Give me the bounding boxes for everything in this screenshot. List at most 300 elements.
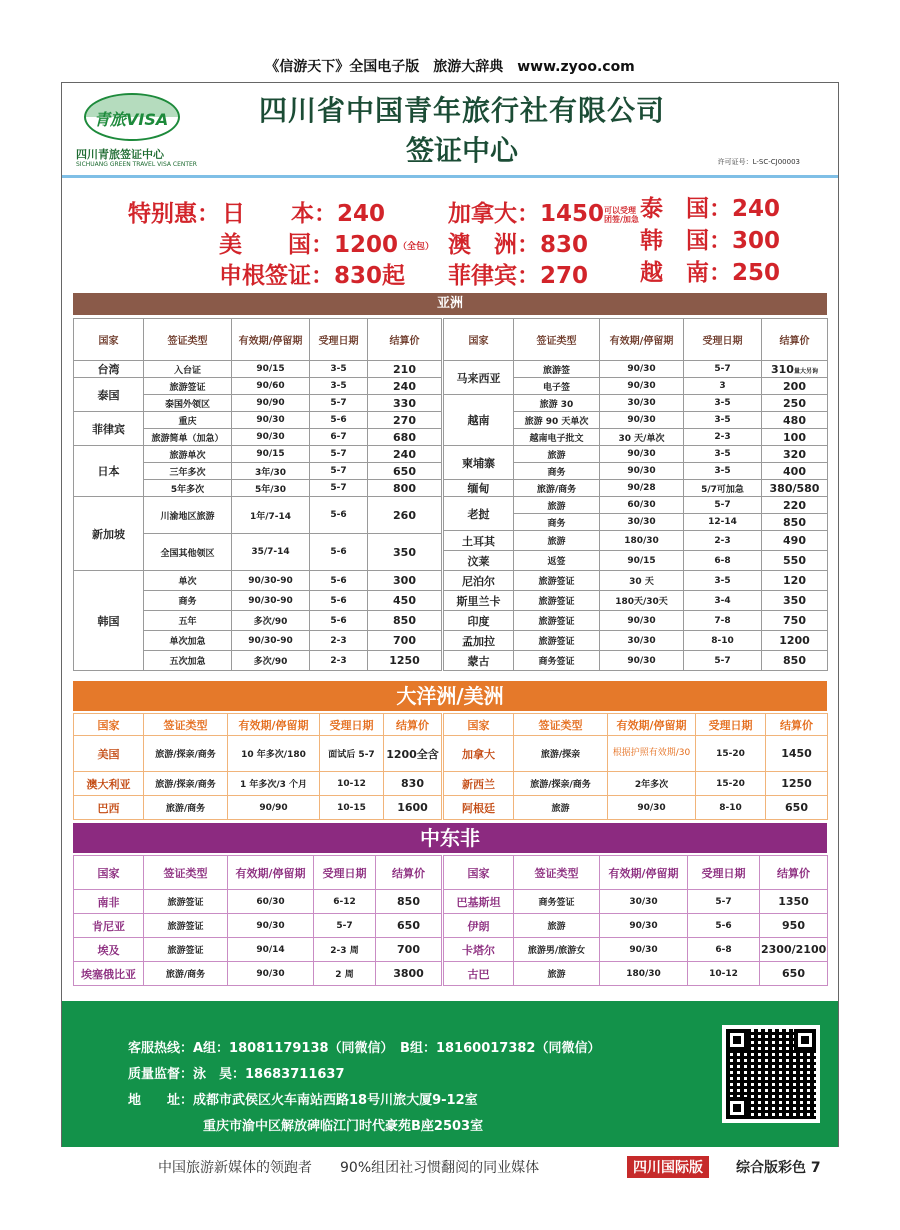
- logo-text: 青旅VISA: [94, 110, 169, 129]
- country-cell: 阿根廷: [444, 796, 514, 820]
- table-cell: 5-6: [310, 571, 368, 591]
- contact-footer: [62, 1001, 838, 1147]
- table-cell: 8-10: [696, 796, 766, 820]
- country-cell: 菲律宾: [74, 412, 144, 446]
- country-cell: 巴基斯坦: [444, 890, 514, 914]
- ad-frame: [61, 82, 839, 1147]
- table-cell: 全国其他领区: [144, 534, 232, 571]
- price-cell: 1350: [760, 890, 828, 914]
- table-cell: 旅游签证: [514, 571, 600, 591]
- table-cell: 旅游: [514, 914, 600, 938]
- price-cell: 750: [762, 611, 828, 631]
- table-cell: 多次/90: [232, 651, 310, 671]
- table-row: [444, 591, 828, 611]
- table-cell: 6-12: [314, 890, 376, 914]
- price-cell: 200: [762, 378, 828, 395]
- table-cell: 90/30: [228, 962, 314, 986]
- table-cell: 3-5: [684, 395, 762, 412]
- table-row: [444, 651, 828, 671]
- country-cell: 缅甸: [444, 480, 514, 497]
- column-header: 国家: [444, 319, 514, 361]
- table-cell: 面试后 5-7: [320, 736, 384, 772]
- price-cell: 650: [368, 463, 442, 480]
- column-header: 受理日期: [310, 319, 368, 361]
- table-cell: 2-3: [310, 631, 368, 651]
- table-cell: 2-3: [310, 651, 368, 671]
- logo-en-name: SICHUANG GREEN TRAVEL VISA CENTER: [76, 161, 197, 168]
- table-row: [74, 736, 442, 772]
- price-cell: 850: [368, 611, 442, 631]
- table-row: [444, 480, 828, 497]
- table-cell: 商务: [144, 591, 232, 611]
- table-cell: 30/30: [600, 631, 684, 651]
- table-cell: 旅游/探亲/商务: [144, 736, 228, 772]
- table-cell: 3年/30: [232, 463, 310, 480]
- country-cell: 土耳其: [444, 531, 514, 551]
- table-cell: 根据护照有效期/30: [608, 736, 696, 772]
- table-cell: 3-5: [310, 378, 368, 395]
- license-number: 许可证号：L-SC-CJ00003: [717, 158, 800, 166]
- table-row: [74, 361, 442, 378]
- country-cell: 孟加拉: [444, 631, 514, 651]
- country-cell: 尼泊尔: [444, 571, 514, 591]
- oceania-section-title: 大洋洲/美洲: [73, 681, 827, 711]
- table-cell: 180/30: [600, 531, 684, 551]
- asia-section-title: 亚洲: [73, 293, 827, 315]
- price-cell: 350: [762, 591, 828, 611]
- column-header: 有效期/停留期: [232, 319, 310, 361]
- price-cell: 830: [384, 772, 442, 796]
- table-cell: 旅游/探亲: [514, 736, 608, 772]
- table-cell: 5-6: [310, 534, 368, 571]
- country-cell: 柬埔寨: [444, 446, 514, 480]
- table-cell: 5-7: [314, 914, 376, 938]
- country-cell: 马来西亚: [444, 361, 514, 395]
- table-cell: 旅游 30: [514, 395, 600, 412]
- table-header-row: [74, 856, 442, 890]
- price-value: 310: [771, 362, 794, 376]
- table-header-row: [444, 856, 828, 890]
- table-cell: 电子签: [514, 378, 600, 395]
- price-cell: 300: [368, 571, 442, 591]
- table-cell: 90/30: [600, 463, 684, 480]
- table-row: [74, 571, 442, 591]
- table-cell: 旅游: [514, 446, 600, 463]
- price-cell: 270: [368, 412, 442, 429]
- column-header: 国家: [444, 856, 514, 890]
- table-row: [444, 962, 828, 986]
- table-cell: 3-5: [684, 412, 762, 429]
- table-cell: 90/14: [228, 938, 314, 962]
- column-header: 国家: [74, 319, 144, 361]
- table-row: [444, 890, 828, 914]
- promo-item: 澳 洲：830: [448, 232, 589, 258]
- country-cell: 越南: [444, 395, 514, 446]
- table-cell: 30 天: [600, 571, 684, 591]
- price-cell: 320: [762, 446, 828, 463]
- table-row: [74, 446, 442, 463]
- table-row: [444, 446, 828, 463]
- table-cell: 3-5: [684, 463, 762, 480]
- country-cell: 古巴: [444, 962, 514, 986]
- table-row: [74, 914, 442, 938]
- table-cell: 10-12: [688, 962, 760, 986]
- slogan: 中国旅游新媒体的领跑者 90%组团社习惯翻阅的同业媒体: [158, 1160, 540, 1176]
- table-row: [444, 938, 828, 962]
- table-cell: 商务签证: [514, 890, 600, 914]
- table-row: [444, 631, 828, 651]
- promo-item: 加拿大：1450可以受理团签/加急: [448, 201, 639, 227]
- promo-item: 菲律宾：270: [448, 263, 589, 289]
- table-cell: 3-5: [684, 571, 762, 591]
- price-cell: 800: [368, 480, 442, 497]
- table-cell: 3-5: [684, 446, 762, 463]
- table-cell: 90/30: [232, 429, 310, 446]
- table-cell: 旅游签证: [514, 611, 600, 631]
- table-cell: 5-6: [310, 611, 368, 631]
- table-cell: 旅游: [514, 497, 600, 514]
- table-cell: 旅游签证: [144, 938, 228, 962]
- country-cell: 蒙古: [444, 651, 514, 671]
- table-cell: 旅游签: [514, 361, 600, 378]
- table-cell: 90/28: [600, 480, 684, 497]
- country-cell: 新西兰: [444, 772, 514, 796]
- table-cell: 10-15: [320, 796, 384, 820]
- table-cell: 10 年多次/180: [228, 736, 320, 772]
- table-row: [74, 378, 442, 395]
- table-cell: 90/30: [600, 446, 684, 463]
- price-cell: 1600: [384, 796, 442, 820]
- table-row: [444, 611, 828, 631]
- logo: [72, 89, 232, 169]
- price-note: 量大另询: [793, 367, 818, 375]
- price-cell: 680: [368, 429, 442, 446]
- table-header-row: [74, 319, 442, 361]
- asia-table-right: [443, 318, 828, 671]
- address-line-1: 地 址：成都市武侯区火车南站西路18号川旅大厦9-12室: [128, 1093, 478, 1108]
- country-cell: 印度: [444, 611, 514, 631]
- table-row: [444, 571, 828, 591]
- table-cell: 30/30: [600, 890, 688, 914]
- table-cell: 2年多次: [608, 772, 696, 796]
- price-cell: 490: [762, 531, 828, 551]
- table-cell: 5-7: [310, 446, 368, 463]
- table-cell: 3-4: [684, 591, 762, 611]
- table-cell: 90/30-90: [232, 571, 310, 591]
- table-cell: 90/30: [600, 361, 684, 378]
- table-cell: 90/15: [232, 361, 310, 378]
- price-cell: 260: [368, 497, 442, 534]
- table-cell: 3: [684, 378, 762, 395]
- price-cell: 850: [376, 890, 442, 914]
- column-header: 签证类型: [514, 319, 600, 361]
- table-cell: 2-3 周: [314, 938, 376, 962]
- table-cell: 90/90: [228, 796, 320, 820]
- table-row: [444, 772, 828, 796]
- table-cell: 90/30-90: [232, 631, 310, 651]
- table-cell: 90/15: [600, 551, 684, 571]
- table-row: [444, 531, 828, 551]
- header-divider: [62, 175, 838, 178]
- table-cell: 五年: [144, 611, 232, 631]
- page-footer: [0, 1157, 900, 1177]
- table-cell: 35/7-14: [232, 534, 310, 571]
- page-info: 综合版彩色 7: [736, 1160, 821, 1176]
- table-cell: 旅游签证: [144, 890, 228, 914]
- column-header: 国家: [74, 856, 144, 890]
- table-cell: 90/30: [600, 412, 684, 429]
- price-cell: 210: [368, 361, 442, 378]
- table-cell: 旅游签证: [144, 914, 228, 938]
- price-cell: 220: [762, 497, 828, 514]
- table-cell: 商务: [514, 463, 600, 480]
- column-header: 有效期/停留期: [608, 714, 696, 736]
- country-cell: 斯里兰卡: [444, 591, 514, 611]
- table-cell: 5-7: [684, 361, 762, 378]
- country-cell: 泰国: [74, 378, 144, 412]
- column-header: 签证类型: [514, 856, 600, 890]
- country-cell: 老挝: [444, 497, 514, 531]
- table-cell: 单次加急: [144, 631, 232, 651]
- table-cell: 90/30: [608, 796, 696, 820]
- table-cell: 旅游签证: [514, 591, 600, 611]
- table-cell: 旅游签证: [144, 378, 232, 395]
- table-cell: 6-8: [684, 551, 762, 571]
- table-cell: 15-20: [696, 736, 766, 772]
- mideast-section-title: 中东非: [73, 823, 827, 853]
- table-row: [444, 395, 828, 412]
- column-header: 签证类型: [144, 319, 232, 361]
- table-cell: 5年/30: [232, 480, 310, 497]
- price-cell: 650: [766, 796, 828, 820]
- table-cell: 5-6: [310, 591, 368, 611]
- table-cell: 180/30: [600, 962, 688, 986]
- table-cell: 5-7: [684, 497, 762, 514]
- price-cell: 1450: [766, 736, 828, 772]
- country-cell: 韩国: [74, 571, 144, 671]
- table-cell: 五次加急: [144, 651, 232, 671]
- table-cell: 旅游男/旅游女: [514, 938, 600, 962]
- price-cell: 1200全含: [384, 736, 442, 772]
- table-row: [444, 796, 828, 820]
- country-cell: 澳大利亚: [74, 772, 144, 796]
- price-cell: 330: [368, 395, 442, 412]
- table-cell: 5-7: [310, 463, 368, 480]
- table-cell: 泰国外领区: [144, 395, 232, 412]
- promo-item: 越 南：250: [640, 260, 781, 286]
- oceania-table-left: [73, 713, 442, 820]
- table-cell: 90/30: [600, 378, 684, 395]
- price-cell: 3800: [376, 962, 442, 986]
- column-header: 结算价: [376, 856, 442, 890]
- price-cell: 100: [762, 429, 828, 446]
- table-cell: 重庆: [144, 412, 232, 429]
- price-cell: 650: [376, 914, 442, 938]
- table-row: [444, 736, 828, 772]
- promo-item: 韩 国：300: [640, 228, 781, 254]
- table-cell: 旅游/探亲/商务: [144, 772, 228, 796]
- table-cell: 90/15: [232, 446, 310, 463]
- country-cell: 卡塔尔: [444, 938, 514, 962]
- price-cell: 550: [762, 551, 828, 571]
- price-cell: 250: [762, 395, 828, 412]
- country-cell: 新加坡: [74, 497, 144, 571]
- table-cell: 旅游/商务: [144, 796, 228, 820]
- price-cell: 700: [368, 631, 442, 651]
- hotline-text: 客服热线：A组：18081179138（同微信） B组：18160017382（同微信）: [128, 1041, 601, 1056]
- table-cell: 入台证: [144, 361, 232, 378]
- table-cell: 旅游签证: [514, 631, 600, 651]
- table-row: [74, 497, 442, 534]
- table-cell: 2 周: [314, 962, 376, 986]
- country-cell: 台湾: [74, 361, 144, 378]
- country-cell: 伊朗: [444, 914, 514, 938]
- table-cell: 60/30: [228, 890, 314, 914]
- table-cell: 5年多次: [144, 480, 232, 497]
- table-cell: 15-20: [696, 772, 766, 796]
- table-cell: 90/30: [600, 651, 684, 671]
- price-cell: 380/580: [762, 480, 828, 497]
- table-cell: 90/30: [232, 412, 310, 429]
- table-cell: 5-7: [688, 890, 760, 914]
- promo-label: 特别惠：: [128, 201, 220, 227]
- table-cell: 90/30: [600, 938, 688, 962]
- column-header: 结算价: [384, 714, 442, 736]
- table-cell: 商务签证: [514, 651, 600, 671]
- table-cell: 7-8: [684, 611, 762, 631]
- price-cell: 480: [762, 412, 828, 429]
- table-cell: 商务: [514, 514, 600, 531]
- table-cell: 5-7: [310, 480, 368, 497]
- price-cell: 240: [368, 378, 442, 395]
- price-cell: 400: [762, 463, 828, 480]
- price-cell: 700: [376, 938, 442, 962]
- column-header: 受理日期: [684, 319, 762, 361]
- table-header-row: [444, 714, 828, 736]
- table-cell: 8-10: [684, 631, 762, 651]
- company-subtitle: 签证中心: [405, 134, 518, 167]
- country-cell: 日本: [74, 446, 144, 497]
- table-cell: 旅游: [514, 531, 600, 551]
- table-cell: 30 天/单次: [600, 429, 684, 446]
- country-cell: 汶莱: [444, 551, 514, 571]
- table-header-row: [444, 319, 828, 361]
- table-row: [444, 497, 828, 514]
- table-cell: 2-3: [684, 429, 762, 446]
- price-cell: 120: [762, 571, 828, 591]
- table-cell: 多次/90: [232, 611, 310, 631]
- mideast-table-right: [443, 855, 828, 986]
- country-cell: 南非: [74, 890, 144, 914]
- column-header: 受理日期: [688, 856, 760, 890]
- table-cell: 90/30: [228, 914, 314, 938]
- table-cell: 5-6: [688, 914, 760, 938]
- price-cell: 240: [368, 446, 442, 463]
- table-cell: 5-6: [310, 497, 368, 534]
- country-cell: 肯尼亚: [74, 914, 144, 938]
- column-header: 有效期/停留期: [228, 714, 320, 736]
- table-row: [74, 962, 442, 986]
- column-header: 国家: [74, 714, 144, 736]
- table-cell: 12-14: [684, 514, 762, 531]
- table-cell: 1 年多次/3 个月: [228, 772, 320, 796]
- table-cell: 越南电子批文: [514, 429, 600, 446]
- price-cell: 350: [368, 534, 442, 571]
- table-row: [74, 890, 442, 914]
- price-cell: 850: [762, 514, 828, 531]
- table-row: [74, 412, 442, 429]
- table-cell: 旅游/商务: [514, 480, 600, 497]
- price-cell: 1250: [368, 651, 442, 671]
- price-cell: 2300/2100: [760, 938, 828, 962]
- price-cell: 450: [368, 591, 442, 611]
- table-cell: 6-7: [310, 429, 368, 446]
- table-cell: 90/30: [600, 914, 688, 938]
- address-line-2: 重庆市渝中区解放碑临江门时代豪苑B座2503室: [203, 1119, 484, 1134]
- column-header: 国家: [444, 714, 514, 736]
- column-header: 结算价: [760, 856, 828, 890]
- country-cell: 加拿大: [444, 736, 514, 772]
- table-cell: 90/90: [232, 395, 310, 412]
- promo-item: 申根签证：830起: [219, 263, 406, 289]
- price-cell: [762, 361, 828, 378]
- table-cell: 90/60: [232, 378, 310, 395]
- table-cell: 180天/30天: [600, 591, 684, 611]
- promo-item: 日 本：240: [222, 201, 386, 227]
- table-cell: 5-7: [310, 395, 368, 412]
- column-header: 签证类型: [144, 856, 228, 890]
- column-header: 受理日期: [320, 714, 384, 736]
- table-cell: 5-6: [310, 412, 368, 429]
- column-header: 有效期/停留期: [228, 856, 314, 890]
- country-cell: 巴西: [74, 796, 144, 820]
- table-cell: 3-5: [310, 361, 368, 378]
- table-row: [74, 772, 442, 796]
- table-cell: 5-7: [684, 651, 762, 671]
- column-header: 受理日期: [696, 714, 766, 736]
- mideast-table-left: [73, 855, 442, 986]
- price-cell: 850: [762, 651, 828, 671]
- country-cell: 美国: [74, 736, 144, 772]
- column-header: 结算价: [762, 319, 828, 361]
- table-cell: 返签: [514, 551, 600, 571]
- table-cell: 旅游: [514, 796, 608, 820]
- table-row: [444, 361, 828, 378]
- table-row: [444, 551, 828, 571]
- publication-header: 《信游天下》全国电子版 旅游大辞典 www.zyoo.com: [265, 59, 635, 75]
- price-cell: 1200: [762, 631, 828, 651]
- qr-code-icon: [722, 1025, 820, 1123]
- oceania-table-right: [443, 713, 828, 820]
- supervisor-text: 质量监督：泳 昊：18683711637: [128, 1067, 345, 1082]
- column-header: 结算价: [766, 714, 828, 736]
- table-cell: 90/30: [600, 611, 684, 631]
- table-cell: 单次: [144, 571, 232, 591]
- table-row: [74, 938, 442, 962]
- table-cell: 旅游/探亲/商务: [514, 772, 608, 796]
- table-cell: 1年/7-14: [232, 497, 310, 534]
- country-cell: 埃及: [74, 938, 144, 962]
- table-cell: 2-3: [684, 531, 762, 551]
- column-header: 有效期/停留期: [600, 319, 684, 361]
- table-cell: 川渝地区旅游: [144, 497, 232, 534]
- price-cell: 1250: [766, 772, 828, 796]
- table-cell: 旅游单次: [144, 446, 232, 463]
- table-cell: 旅游: [514, 962, 600, 986]
- table-cell: 5/7可加急: [684, 480, 762, 497]
- column-header: 有效期/停留期: [600, 856, 688, 890]
- column-header: 受理日期: [314, 856, 376, 890]
